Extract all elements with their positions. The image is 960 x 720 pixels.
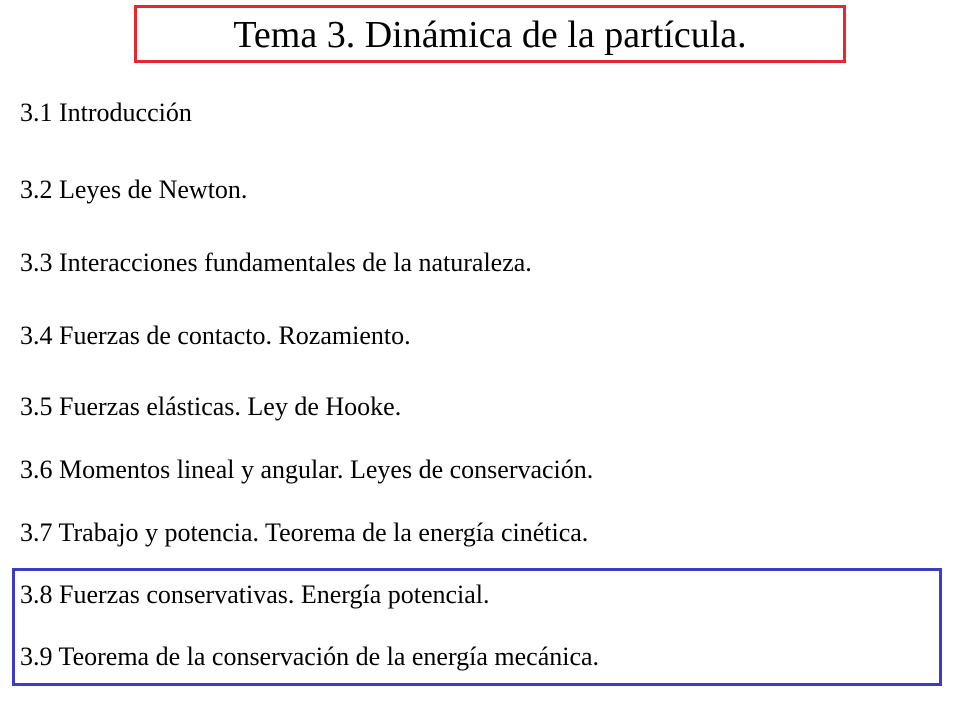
topic-3-7: 3.7 Trabajo y potencia. Teorema de la energía cinética. bbox=[20, 518, 589, 547]
title-box bbox=[134, 5, 846, 63]
topic-3-3: 3.3 Interacciones fundamentales de la naturaleza. bbox=[20, 248, 532, 277]
topic-3-2: 3.2 Leyes de Newton. bbox=[20, 175, 248, 204]
topic-3-9: 3.9 Teorema de la conservación de la energía mecánica. bbox=[20, 642, 600, 671]
slide-title: Tema 3. Dinámica de la partícula. bbox=[233, 14, 747, 56]
topic-3-1: 3.1 Introducción bbox=[20, 98, 192, 127]
topic-3-4: 3.4 Fuerzas de contacto. Rozamiento. bbox=[20, 321, 411, 350]
topic-3-5: 3.5 Fuerzas elásticas. Ley de Hooke. bbox=[20, 392, 402, 421]
topic-3-8: 3.8 Fuerzas conservativas. Energía potencial. bbox=[20, 580, 490, 609]
topic-3-6: 3.6 Momentos lineal y angular. Leyes de conservación. bbox=[20, 455, 594, 484]
